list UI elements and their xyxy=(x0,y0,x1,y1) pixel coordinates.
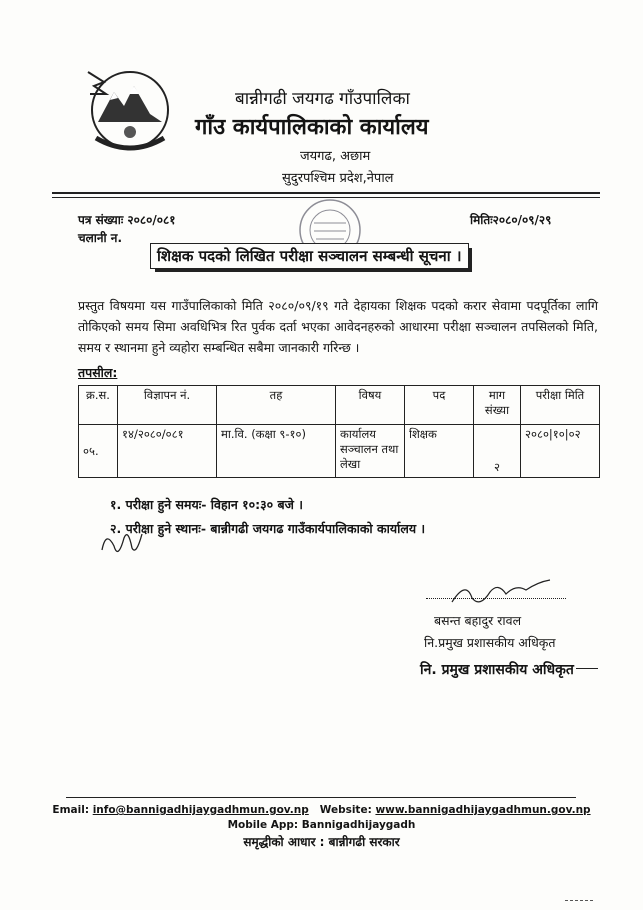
table-header-cell: माग संख्या xyxy=(474,386,521,425)
table-header-cell: विज्ञापन नं. xyxy=(118,386,217,425)
table-header-row xyxy=(79,386,600,425)
table-cell: २०८०|१०|०२ xyxy=(521,425,600,478)
details-label: तपसील: xyxy=(78,365,118,380)
email-link[interactable]: info@bannigadhijaygadhmun.gov.np xyxy=(92,804,309,816)
header-rule xyxy=(52,192,600,194)
officer-signature-icon xyxy=(446,572,556,612)
table-header-cell: परीक्षा मिति xyxy=(521,386,600,425)
exam-schedule-table xyxy=(78,385,600,478)
exam-details-list xyxy=(110,493,425,541)
footer-mobile-app: Mobile App: Bannigadhijaygadh xyxy=(227,819,416,831)
signature-line xyxy=(426,598,566,599)
table-header-cell: विषय xyxy=(336,386,405,425)
table-cell: मा.वि. (कक्षा ९-१०) xyxy=(217,425,336,478)
divider xyxy=(576,668,598,669)
nepal-emblem-icon xyxy=(84,62,176,154)
table-header-cell: क्र.स. xyxy=(79,386,118,425)
footer-contact xyxy=(0,804,643,816)
table-cell: कार्यालय सञ्चालन तथा लेखा xyxy=(336,425,405,478)
table-header-cell: तह xyxy=(217,386,336,425)
notice-body: प्रस्तुत विषयमा यस गाउँपालिकाको मिति २०८०/०९/१९ गते देहायका शिक्षक पदको करार सेवामा पदपूर्तिका लागि तोकिएको समय सिमा अवधिभित्र रित पुर्वक दर्ता भएका आवेदनहरुको आधारमा परीक्षा सञ्चालन तपसिलको मिति, समय र स्थानमा हुने व्यहोरा सम्बन्धित सबैमा जानकारी गरिन्छ । xyxy=(78,298,598,355)
website-label: Website: xyxy=(319,804,372,816)
officer-title: नि.प्रमुख प्रशासकीय अधिकृत xyxy=(424,635,556,650)
table-cell: १४/२०८०/०८१ xyxy=(118,425,217,478)
address-line2: सुदुरपश्चिम प्रदेश,नेपाल xyxy=(282,171,394,186)
footer-rule xyxy=(66,797,576,798)
list-item: १. परीक्षा हुने समयः- विहान १०:३० बजे । xyxy=(110,497,303,512)
subject-heading: शिक्षक पदको लिखित परीक्षा सञ्चालन सम्बन्धी सूचना । xyxy=(150,243,469,269)
table-cell: २ xyxy=(474,425,521,478)
address-line1: जयगढ, अछाम xyxy=(300,149,371,164)
table-cell: ०५. xyxy=(79,425,118,478)
letter-number: पत्र संख्याः २०८०/०८१ xyxy=(78,213,176,227)
initial-signature-icon xyxy=(96,520,146,564)
website-link[interactable]: www.bannigadhijaygadhmun.gov.np xyxy=(375,804,591,816)
officer-title-stamp: नि. प्रमुख प्रशासकीय अधिकृत xyxy=(420,662,574,678)
table-cell: शिक्षक xyxy=(405,425,474,478)
divider xyxy=(565,900,593,901)
list-item: २. परीक्षा हुने स्थानः- बान्नीगढी जयगढ गाउँकार्यपालिकाको कार्यालय । xyxy=(110,521,426,536)
dispatch-number: चलानी न. xyxy=(78,231,123,245)
org-name-line1: बान्नीगढी जयगढ गाँउपालिका xyxy=(235,89,410,109)
table-row xyxy=(79,425,600,478)
letter-date: मितिः२०८०/०९/२९ xyxy=(470,213,552,227)
org-name-line2: गाँउ कार्यपालिकाको कार्यालय xyxy=(195,115,429,140)
table-header-cell: पद xyxy=(405,386,474,425)
officer-name: बसन्त बहादुर रावल xyxy=(434,613,522,628)
email-label: Email: xyxy=(52,804,90,816)
footer-slogan: समृद्धीको आधार : बान्नीगढी सरकार xyxy=(243,835,400,849)
